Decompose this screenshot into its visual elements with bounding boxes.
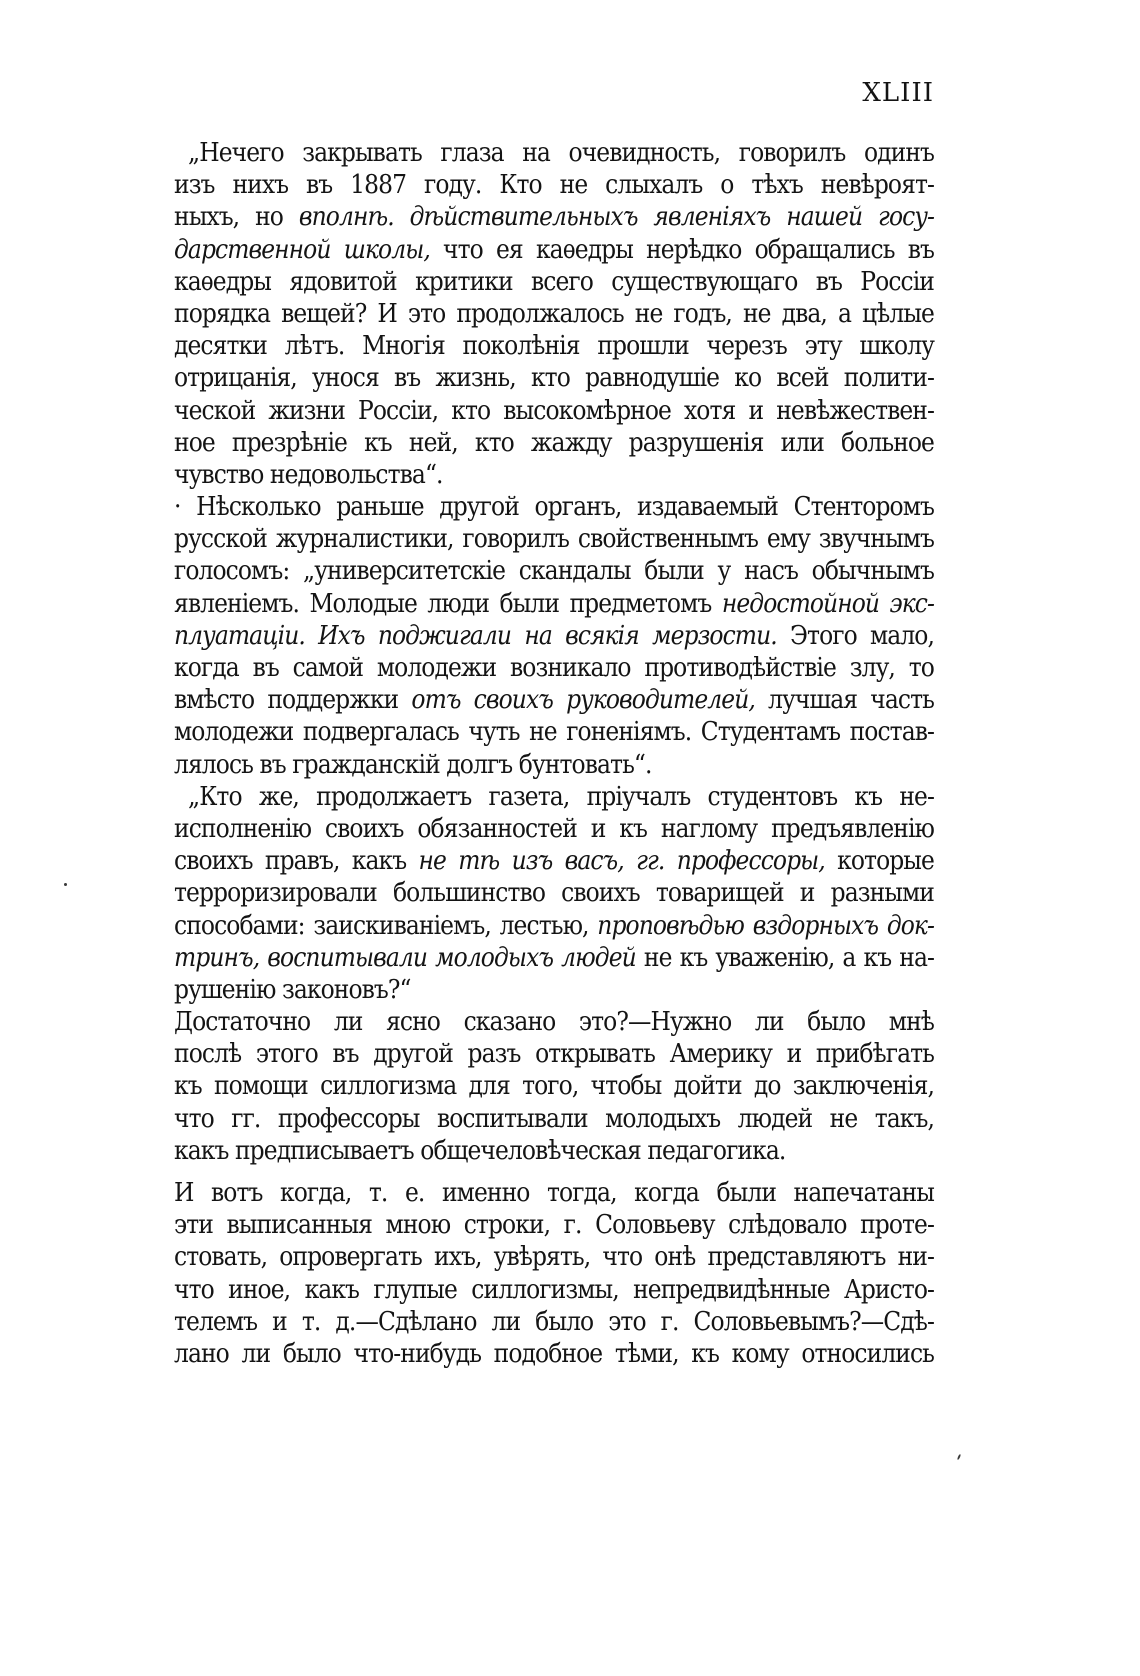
text-line	[174, 1006, 934, 1038]
text-line	[174, 588, 934, 620]
italic-run: недостойной экс-	[721, 588, 934, 619]
text-line	[174, 781, 934, 813]
text-run: эти выписанныя мною строки, г. Соловьеву слѣдовало проте-	[174, 1210, 934, 1241]
text-line	[174, 1038, 934, 1070]
text-line	[174, 523, 934, 555]
text-run: вмѣсто поддержки	[174, 685, 412, 716]
text-line	[174, 1103, 934, 1135]
text-line	[174, 362, 934, 394]
page-number: XLIII	[862, 78, 934, 108]
text-run: молодежи подвергалась чуть не гоненіямъ. Студентамъ постав-	[174, 717, 934, 748]
text-run: что иное, какъ глупые силлогизмы, непредвидѣнные Аристо-	[174, 1274, 934, 1305]
body-text	[174, 137, 934, 1370]
text-run: способами: заискиваніемъ, лестью,	[174, 910, 598, 941]
text-run: какъ предписываетъ общечеловѣческая педагогика.	[174, 1135, 786, 1166]
text-run: послѣ этого въ другой разъ открывать Америку и прибѣгать	[174, 1039, 934, 1070]
italic-run: проповѣдью вздорныхъ док-	[597, 910, 934, 941]
text-run: голосомъ: „университетскіе скандалы были у насъ обычнымъ	[174, 556, 934, 587]
text-line	[174, 652, 934, 684]
text-run: своихъ правъ, какъ	[174, 846, 419, 877]
text-run: порядка вещей? И это продолжалось не годъ, не два, а цѣлые	[174, 298, 934, 329]
text-line	[174, 1241, 934, 1273]
text-run: явленіемъ. Молодые люди были предметомъ	[174, 588, 722, 619]
text-line	[174, 684, 934, 716]
text-line	[174, 749, 934, 781]
text-run: что гг. профессоры воспитывали молодыхъ людей не такъ,	[174, 1103, 934, 1134]
text-line	[174, 459, 934, 491]
text-line	[174, 1306, 934, 1338]
italic-run: плуатаціи. Ихъ поджигали на всякія мерзости.	[174, 620, 777, 651]
text-run: изъ нихъ въ 1887 году. Кто не слыхалъ о тѣхъ невѣроят-	[174, 170, 934, 201]
text-line	[174, 813, 934, 845]
italic-run: не тѣ изъ васъ, гг. профессоры,	[418, 846, 825, 877]
text-line	[174, 266, 934, 298]
text-run: Достаточно ли ясно сказано это?—Нужно ли было мнѣ	[174, 1007, 934, 1038]
text-line	[174, 1209, 934, 1241]
text-line	[174, 716, 934, 748]
text-line	[174, 491, 934, 523]
text-line	[174, 910, 934, 942]
text-run: которые	[824, 846, 934, 877]
text-run: терроризировали большинство своихъ товарищей и разными	[174, 878, 934, 909]
text-line	[174, 201, 934, 233]
text-run: рушенію законовъ?“	[174, 974, 411, 1005]
text-run: · Нѣсколько раньше другой органъ, издаваемый Стенторомъ	[174, 492, 934, 523]
text-run: лучшая часть	[754, 685, 934, 716]
text-line	[174, 555, 934, 587]
text-line	[174, 395, 934, 427]
text-line	[174, 169, 934, 201]
text-line	[174, 877, 934, 909]
text-line	[174, 427, 934, 459]
text-line	[174, 845, 934, 877]
italic-run: вполнѣ. дѣйствительныхъ явленіяхъ нашей госу-	[298, 202, 934, 233]
text-run: лялось въ гражданскій долгъ бунтовать“.	[174, 749, 652, 780]
text-run: „Нечего закрывать глаза на очевидность, говорилъ одинъ	[188, 138, 934, 168]
text-line	[174, 974, 934, 1006]
text-run: къ помощи силлогизма для того, чтобы дойти до заключенія,	[174, 1071, 934, 1102]
text-run: отрицанія, унося въ жизнь, кто равнодушіе ко всей полити-	[174, 363, 934, 394]
text-line	[174, 1177, 934, 1209]
text-run: русской журналистики, говорилъ свойственнымъ ему звучнымъ	[174, 524, 934, 555]
italic-run: отъ своихъ руководителей,	[411, 685, 755, 716]
italic-run: тринъ, воспитывали молодыхъ людей	[174, 942, 636, 973]
text-line	[174, 942, 934, 974]
text-run: исполненію своихъ обязанностей и къ наглому предъявленію	[174, 813, 934, 844]
text-run: когда въ самой молодежи возникало противодѣйствіе злу, то	[174, 653, 934, 683]
text-run: десятки лѣтъ. Многія поколѣнія прошли черезъ эту школу	[174, 331, 934, 362]
text-run: лано ли было что-нибудь подобное тѣми, къ кому относились	[174, 1338, 934, 1369]
text-run: телемъ и т. д.—Сдѣлано ли было это г. Соловьевымъ?—Сдѣ-	[174, 1306, 934, 1337]
italic-run: дарственной школы,	[174, 234, 430, 265]
text-line	[174, 1274, 934, 1306]
text-run: что ея каѳедры нерѣдко обращались въ	[429, 234, 934, 265]
text-line	[174, 1338, 934, 1370]
text-run: Этого мало,	[776, 620, 934, 651]
text-run: ныхъ, но	[174, 202, 299, 233]
text-line	[174, 620, 934, 652]
text-run: каѳедры ядовитой критики всего существующаго въ Россіи	[174, 266, 934, 297]
text-run: И вотъ когда, т. е. именно тогда, когда были напечатаны	[174, 1178, 934, 1208]
text-run: чувство недовольства“.	[174, 459, 443, 490]
text-line	[174, 234, 934, 266]
text-run: ное презрѣніе къ ней, кто жажду разрушенія или больное	[174, 427, 934, 458]
text-line	[174, 1135, 934, 1167]
text-run: ческой жизни Россіи, кто высокомѣрное хотя и невѣжествен-	[174, 395, 934, 426]
text-run: не къ уваженію, а къ на-	[635, 942, 934, 973]
scan-speck	[957, 1454, 961, 1460]
text-run: стовать, опровергать ихъ, увѣрять, что онѣ представляютъ ни-	[174, 1242, 934, 1273]
text-run: „Кто же, продолжаетъ газета, пріучалъ студентовъ къ не-	[188, 781, 934, 812]
scan-speck	[64, 883, 67, 886]
text-line	[174, 137, 934, 169]
text-line	[174, 330, 934, 362]
text-line	[174, 1070, 934, 1102]
text-line	[174, 298, 934, 330]
